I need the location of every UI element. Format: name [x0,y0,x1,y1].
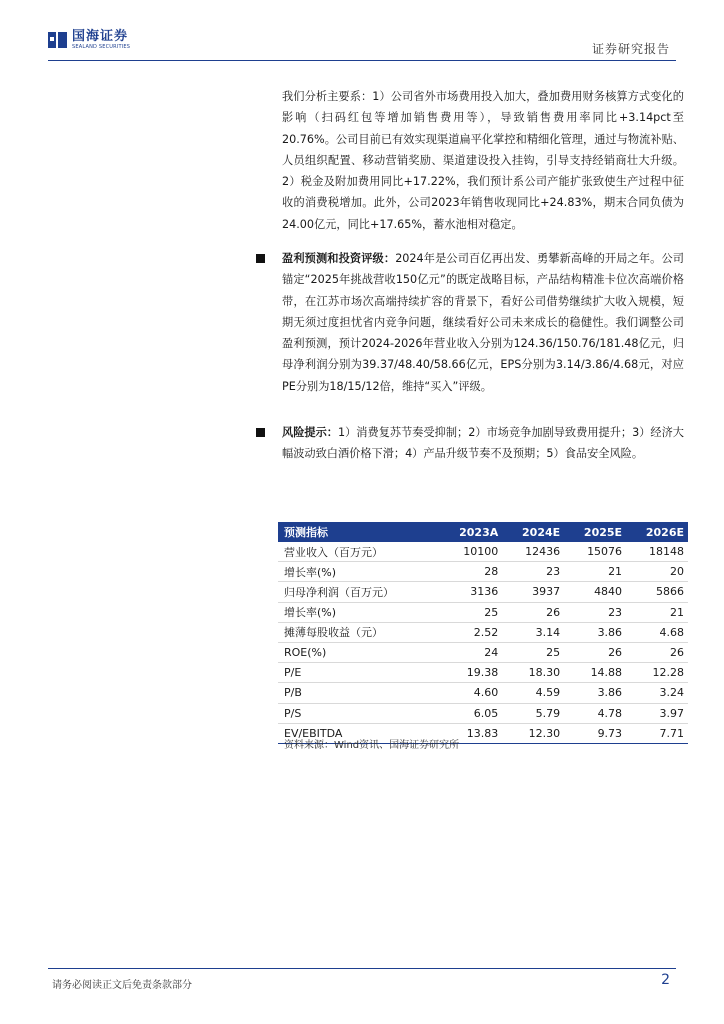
table-header-row [278,522,688,542]
table-cell: 5866 [626,582,688,602]
table-cell: 3.24 [626,683,688,703]
table-cell: 归母净利润（百万元） [278,582,439,602]
table-cell: 6.05 [439,703,502,723]
table-cell: 4.59 [502,683,564,703]
table-cell: 28 [439,562,502,582]
table-row [278,602,688,622]
table-cell: 15076 [564,542,626,562]
table-cell: 7.71 [626,723,688,743]
report-type-label: 证券研究报告 [591,42,670,56]
table-cell: 21 [564,562,626,582]
table-cell: 24 [439,642,502,662]
table-cell: 4.60 [439,683,502,703]
table-cell: 21 [626,602,688,622]
table-cell: 26 [502,602,564,622]
table-cell: 23 [564,602,626,622]
table-cell: 5.79 [502,703,564,723]
table-header-cell: 预测指标 [278,522,439,542]
table-row [278,542,688,562]
table-cell: 3.14 [502,622,564,642]
table-row [278,663,688,683]
table-cell: 3136 [439,582,502,602]
table-cell: EV/EBITDA [278,723,439,743]
table-cell: 增长率(%) [278,562,439,582]
logo-name: 国海证券 [72,29,129,44]
table-cell: 14.88 [564,663,626,683]
table-cell: 23 [502,562,564,582]
page-number: 2 [661,972,670,988]
table-cell: 13.83 [439,723,502,743]
table-cell: 12436 [502,542,564,562]
table-cell: 3.86 [564,683,626,703]
table-cell: 4.68 [626,622,688,642]
table-cell: 26 [626,642,688,662]
table-cell: 20 [626,562,688,582]
forecast-table [278,522,688,744]
table-cell: 4.78 [564,703,626,723]
table-cell: 25 [502,642,564,662]
table-header-cell: 2025E [564,522,626,542]
table-cell: 26 [564,642,626,662]
footer-divider [48,968,676,969]
analysis-paragraph: 我们分析主要系：1）公司省外市场费用投入加大，叠加费用财务核算方式变化的影响（扫码红包等增加销售费用等），导致销售费用率同比+3.14pct至20.76%。公司目前已有效实现渠道扁平化掌控和精细化管理，通过与物流补贴、人员组织配置、移动营销奖励、渠道建设投入挂钩，引导支持经销商壮大升级。2）税金及附加费用同比+17.22%，我们预计系公司产能扩张致使生产过程中征收的消费税增加。此外，公司2023年销售收现同比+24.83%，期末合同负债为24.00亿元，同比+17.65%，蓄水池相对稳定。 [282,90,684,231]
forecast-section [282,248,684,397]
table-row [278,683,688,703]
table-cell: 增长率(%) [278,602,439,622]
logo-subtitle: SEALAND SECURITIES [72,44,131,50]
table-cell: P/B [278,683,439,703]
page-header [0,0,724,66]
table-cell: 25 [439,602,502,622]
risk-title: 风险提示： [282,426,338,439]
risk-section [282,422,684,465]
risk-body: 1）消费复苏节奏受抑制；2）市场竞争加剧导致费用提升；3）经济大幅波动致白酒价格下滑；4）产品升级节奏不及预期；5）食品安全风险。 [282,426,684,461]
table-row [278,582,688,602]
table-header-cell: 2026E [626,522,688,542]
table-header-cell: 2024E [502,522,564,542]
logo-icon [48,30,68,50]
table-header-cell: 2023A [439,522,502,542]
table-cell: 3.97 [626,703,688,723]
table-cell: 18.30 [502,663,564,683]
table-cell: 2.52 [439,622,502,642]
table-cell: 摊薄每股收益（元） [278,622,439,642]
forecast-text-block [282,248,684,397]
table-cell: 19.38 [439,663,502,683]
table-cell: ROE(%) [278,642,439,662]
forecast-title: 盈利预测和投资评级： [282,252,396,265]
table-cell: 12.28 [626,663,688,683]
table-cell: 3937 [502,582,564,602]
table-source-note: 资料来源：Wind资讯、国海证券研究所 [284,740,460,751]
table-cell: P/E [278,663,439,683]
bullet-square-icon [256,254,265,263]
table-row [278,622,688,642]
table-cell: 4840 [564,582,626,602]
table-row [278,642,688,662]
header-divider [48,60,676,61]
bullet-square-icon [256,428,265,437]
table-cell: 18148 [626,542,688,562]
table-cell: 10100 [439,542,502,562]
table-cell: P/S [278,703,439,723]
forecast-body: 2024年是公司百亿再出发、勇攀新高峰的开局之年。公司锚定“2025年挑战营收150亿元”的既定战略目标，产品结构精准卡位次高端价格带，在江苏市场次高端持续扩容的背景下，看好公司借势继续扩大收入规模，短期无须过度担忧省内竞争问题，继续看好公司未来成长的稳健性。我们调整公司盈利预测，预计2024-2026年营业收入分别为124.36/150.76/181.48亿元，归母净利润分别为39.37/48.40/58.66亿元，EPS分别为3.14/3.86/4.68元，对应PE分别为18/15/12倍，维持“买入”评级。 [282,252,684,393]
footer-disclaimer: 请务必阅读正文后免责条款部分 [52,980,192,991]
table-cell: 3.86 [564,622,626,642]
table-cell: 9.73 [564,723,626,743]
table-row [278,703,688,723]
risk-text-block [282,422,684,465]
company-logo [48,30,130,50]
table-cell: 12.30 [502,723,564,743]
table-cell: 营业收入（百万元） [278,542,439,562]
table-row [278,562,688,582]
